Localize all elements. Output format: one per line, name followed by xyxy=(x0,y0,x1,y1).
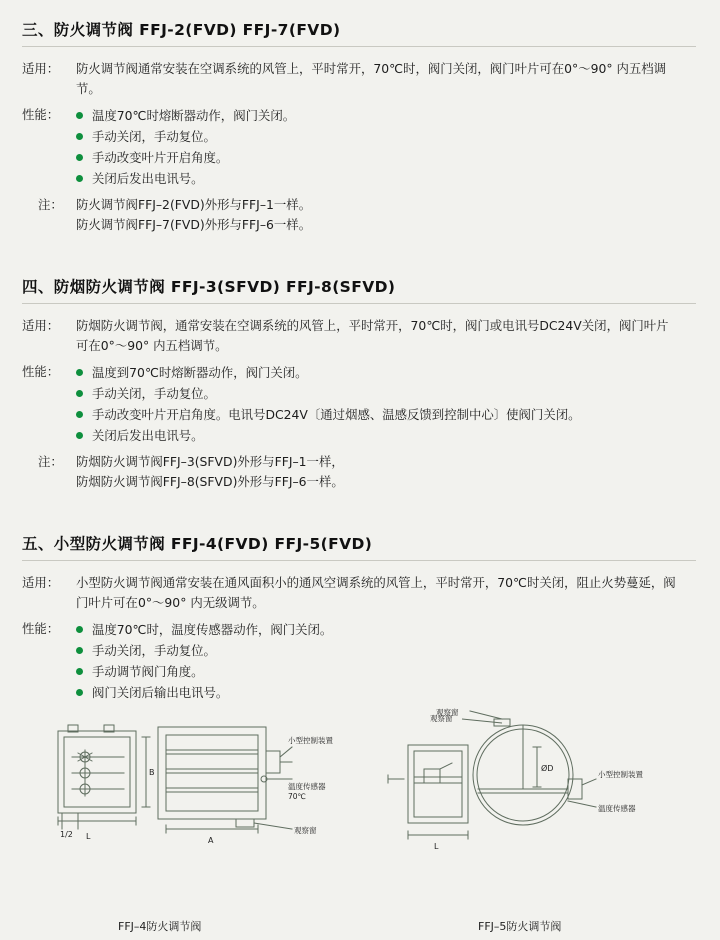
list-item-text: 手动关闭，手动复位。 xyxy=(92,129,216,144)
list-item-text: 关闭后发出电讯号。 xyxy=(92,428,204,443)
list-item xyxy=(76,640,680,661)
applicable-text: 防火调节阀通常安装在空调系统的风管上，平时常开，70℃时，阀门关闭，阀门叶片可在0°～90° 内五档调节。 xyxy=(76,61,667,96)
figure-captions xyxy=(0,918,720,940)
list-item-text: 温度70℃时熔断器动作，阀门关闭。 xyxy=(92,108,296,123)
performance-list xyxy=(76,362,680,446)
dim-b: B xyxy=(149,768,155,777)
label-view-window-right: 观察窗 xyxy=(436,708,459,717)
applicable-label: 适用： xyxy=(22,575,60,590)
section-four-applicable-row xyxy=(0,316,720,356)
list-item xyxy=(76,682,680,703)
section-four xyxy=(0,235,720,492)
list-item-text: 关闭后发出电讯号。 xyxy=(92,171,204,186)
applicable-label: 适用： xyxy=(22,318,60,333)
list-item-text: 手动改变叶片开启角度。 xyxy=(92,150,229,165)
bullet-dot-icon xyxy=(76,175,83,182)
label-ctrl-device-left: 小型控制装置 xyxy=(288,736,333,745)
list-item xyxy=(76,383,680,404)
list-item xyxy=(76,126,680,147)
list-item-text: 手动改变叶片开启角度。电讯号DC24V〔通过烟感、温感反馈到控制中心〕使阀门关闭。 xyxy=(92,407,581,422)
section-four-note-row xyxy=(0,452,720,492)
note-line: 防烟防火调节阀FFJ–3(SFVD)外形与FFJ–1一样， xyxy=(76,454,344,469)
performance-label: 性能： xyxy=(22,364,60,379)
figure-caption-ffj5: FFJ–5防火调节阀 xyxy=(478,920,562,933)
section-four-title: 四、防烟防火调节阀 FFJ-3(SFVD) FFJ-8(SFVD) xyxy=(22,278,396,296)
figure-caption-ffj4: FFJ–4防火调节阀 xyxy=(118,920,202,933)
applicable-text: 防烟防火调节阀，通常安装在空调系统的风管上，平时常开，70℃时，阀门或电讯号DC24V关闭，阀门叶片可在0°～90° 内五档调节。 xyxy=(76,318,669,353)
list-item-text: 温度70℃时，温度传感器动作，阀门关闭。 xyxy=(92,622,333,637)
list-item xyxy=(76,147,680,168)
bullet-dot-icon xyxy=(76,647,83,654)
figure-group xyxy=(0,708,720,912)
section-three-performance-row xyxy=(0,105,720,189)
performance-list xyxy=(76,619,680,703)
label-view-window-left: 观察窗 xyxy=(294,826,317,835)
list-item xyxy=(76,619,680,640)
list-item xyxy=(76,362,680,383)
list-item xyxy=(76,425,680,446)
performance-label: 性能： xyxy=(22,107,60,122)
list-item-text: 手动关闭，手动复位。 xyxy=(92,386,216,401)
dim-l-right: L xyxy=(434,842,439,851)
section-three-title: 三、防火调节阀 FFJ-2(FVD) FFJ-7(FVD) xyxy=(22,21,341,39)
list-item-text: 手动调节阀门角度。 xyxy=(92,664,204,679)
section-five-applicable-row xyxy=(0,573,720,613)
bullet-dot-icon xyxy=(76,432,83,439)
bullet-dot-icon xyxy=(76,154,83,161)
performance-label: 性能： xyxy=(22,621,60,636)
label-ctrl-device-right: 小型控制装置 xyxy=(598,770,643,779)
section-three-note-row xyxy=(0,195,720,235)
section-three xyxy=(0,0,720,235)
label-view-window-right-2: 观察窗 xyxy=(430,714,453,723)
label-temp-sensor-right: 温度传感器 xyxy=(598,804,636,813)
list-item-text: 手动关闭，手动复位。 xyxy=(92,643,216,658)
bullet-dot-icon xyxy=(76,411,83,418)
performance-list xyxy=(76,105,680,189)
bullet-dot-icon xyxy=(76,369,83,376)
bullet-dot-icon xyxy=(76,133,83,140)
list-item-text: 阀门关闭后输出电讯号。 xyxy=(92,685,229,700)
section-five xyxy=(0,492,720,703)
note-line: 防火调节阀FFJ–7(FVD)外形与FFJ–6一样。 xyxy=(76,217,312,232)
bullet-dot-icon xyxy=(76,626,83,633)
bullet-dot-icon xyxy=(76,668,83,675)
bullet-dot-icon xyxy=(76,390,83,397)
label-temp-sensor-left: 温度传感器 xyxy=(288,782,326,791)
note-line: 防火调节阀FFJ–2(FVD)外形与FFJ–1一样。 xyxy=(76,197,312,212)
dim-a: A xyxy=(208,836,214,845)
applicable-label: 适用： xyxy=(22,61,60,76)
dim-phi: ØD xyxy=(541,764,554,773)
label-temp-sensor-left-temp: 70℃ xyxy=(288,792,306,801)
applicable-text: 小型防火调节阀通常安装在通风面积小的通风空调系统的风管上，平时常开，70℃时关闭，阻止火势蔓延，阀门叶片可在0°～90° 内无级调节。 xyxy=(76,575,676,610)
list-item xyxy=(76,105,680,126)
bullet-dot-icon xyxy=(76,689,83,696)
dim-l-left: L xyxy=(86,832,91,841)
list-item xyxy=(76,661,680,682)
section-five-performance-row xyxy=(0,619,720,703)
list-item-text: 温度到70℃时熔断器动作，阀门关闭。 xyxy=(92,365,308,380)
note-line: 防烟防火调节阀FFJ–8(SFVD)外形与FFJ–6一样。 xyxy=(76,474,344,489)
note-label: 注： xyxy=(38,197,63,212)
dim-half: 1/2 xyxy=(60,830,73,839)
list-item xyxy=(76,168,680,189)
section-four-performance-row xyxy=(0,362,720,446)
note-label: 注： xyxy=(38,454,63,469)
list-item xyxy=(76,404,680,425)
section-five-title: 五、小型防火调节阀 FFJ-4(FVD) FFJ-5(FVD) xyxy=(22,535,373,553)
section-three-applicable-row xyxy=(0,59,720,99)
bullet-dot-icon xyxy=(76,112,83,119)
